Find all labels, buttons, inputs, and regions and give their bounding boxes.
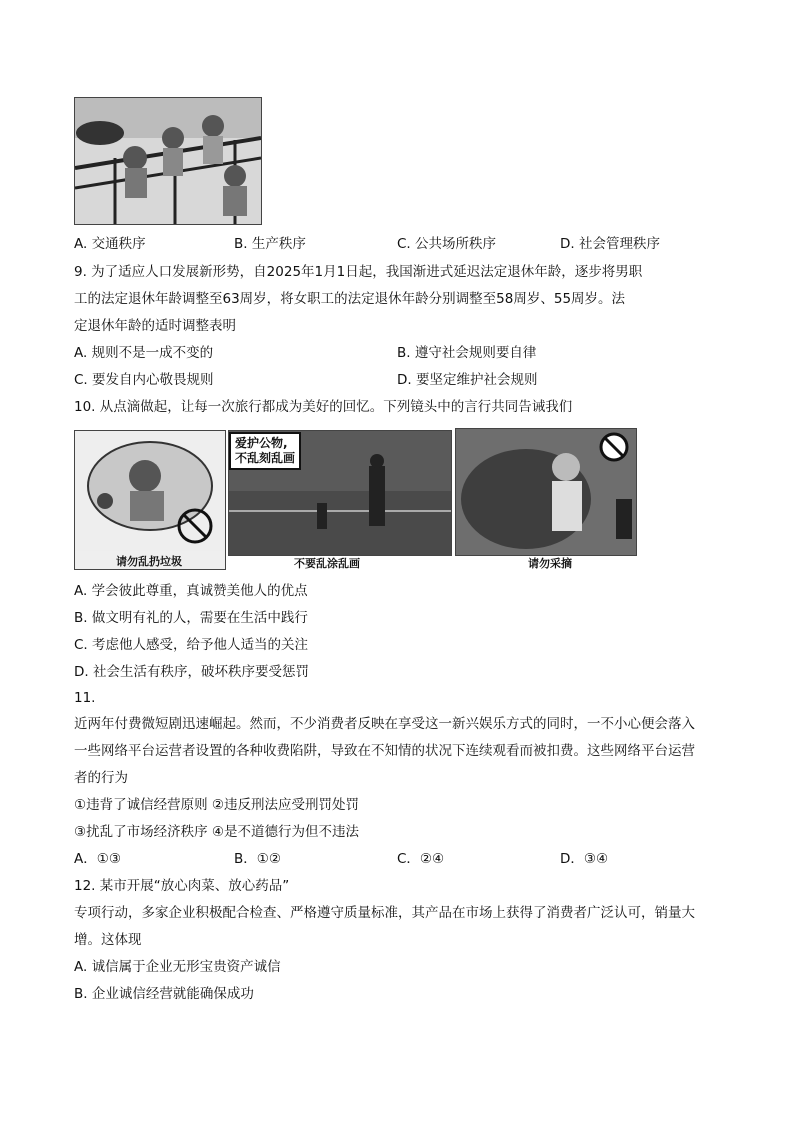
q11-stem-line-3: 者的行为 (74, 770, 128, 786)
q10-caption-litter: 请勿乱扔垃圾 (116, 555, 182, 568)
q10-graffiti-sign (229, 432, 301, 470)
q11-option-c: C．②④ (397, 851, 445, 867)
q11-statements-1: ①违背了诚信经营原则 ②违反刑法应受刑罚处罚 (74, 797, 359, 813)
q10-sign-line-2: 不乱刻乱画 (235, 451, 296, 465)
q11-stem-line-2: 一些网络平台运营者设置的各种收费陷阱，导致在不知情的状况下连续观看而被扣费。这些网络平台运营 (74, 743, 695, 759)
q8-option-a: A. 交通秩序 (74, 236, 146, 252)
q10-option-a: A. 学会彼此尊重，真诚赞美他人的优点 (74, 583, 308, 599)
q11-option-a: A．①③ (74, 851, 121, 867)
q12-stem-line-1: 专项行动，多家企业积极配合检查、严格遵守质量标准，其产品在市场上获得了消费者广泛认可，销量大 (74, 905, 695, 921)
q9-option-c: C. 要发自内心敬畏规则 (74, 372, 214, 388)
q12-title: 12. 某市开展“放心肉菜、放心药品” (74, 878, 290, 894)
q12-option-a: A. 诚信属于企业无形宝贵资产诚信 (74, 959, 281, 975)
q9-option-a: A. 规则不是一成不变的 (74, 345, 214, 361)
q11-number: 11. (74, 690, 96, 706)
q10-image-picking (455, 428, 637, 556)
q9-stem-line-1: 9. 为了适应人口发展新形势，自2025年1月1日起，我国渐进式延迟法定退休年龄，逐步将男职 (74, 264, 643, 280)
q8-option-d: D. 社会管理秩序 (560, 236, 660, 252)
q10-image-litter (74, 430, 226, 570)
q10-caption-picking: 请勿采摘 (528, 557, 572, 570)
q11-stem-line-1: 近两年付费微短剧迅速崛起。然而，不少消费者反映在享受这一新兴娱乐方式的同时，一不小心便会落入 (74, 716, 695, 732)
q8-option-c: C. 公共场所秩序 (397, 236, 497, 252)
q11-statements-2: ③扰乱了市场经济秩序 ④是不道德行为但不违法 (74, 824, 359, 840)
q9-stem-line-2: 工的法定退休年龄调整至63周岁，将女职工的法定退休年龄分别调整至58周岁、55周岁。法 (74, 291, 626, 307)
q8-illustration (74, 97, 262, 225)
q9-option-b: B. 遵守社会规则要自律 (397, 345, 537, 361)
q10-stem: 10. 从点滴做起，让每一次旅行都成为美好的回忆。下列镜头中的言行共同告诫我们 (74, 399, 573, 415)
q8-option-b: B. 生产秩序 (234, 236, 306, 252)
q12-option-b: B. 企业诚信经营就能确保成功 (74, 986, 254, 1002)
q9-stem-line-3: 定退休年龄的适时调整表明 (74, 318, 236, 334)
q10-sign-line-1: 爱护公物, (235, 436, 288, 450)
q11-option-d: D．③④ (560, 851, 609, 867)
q11-option-b: B．①② (234, 851, 281, 867)
q9-option-d: D. 要坚定维护社会规则 (397, 372, 538, 388)
q10-option-b: B. 做文明有礼的人，需要在生活中践行 (74, 610, 308, 626)
q10-option-c: C. 考虑他人感受，给予他人适当的关注 (74, 637, 309, 653)
q10-caption-graffiti: 不要乱涂乱画 (294, 557, 360, 570)
q10-option-d: D. 社会生活有秩序，破坏秩序要受惩罚 (74, 664, 309, 680)
q12-stem-line-2: 增。这体现 (74, 932, 142, 948)
